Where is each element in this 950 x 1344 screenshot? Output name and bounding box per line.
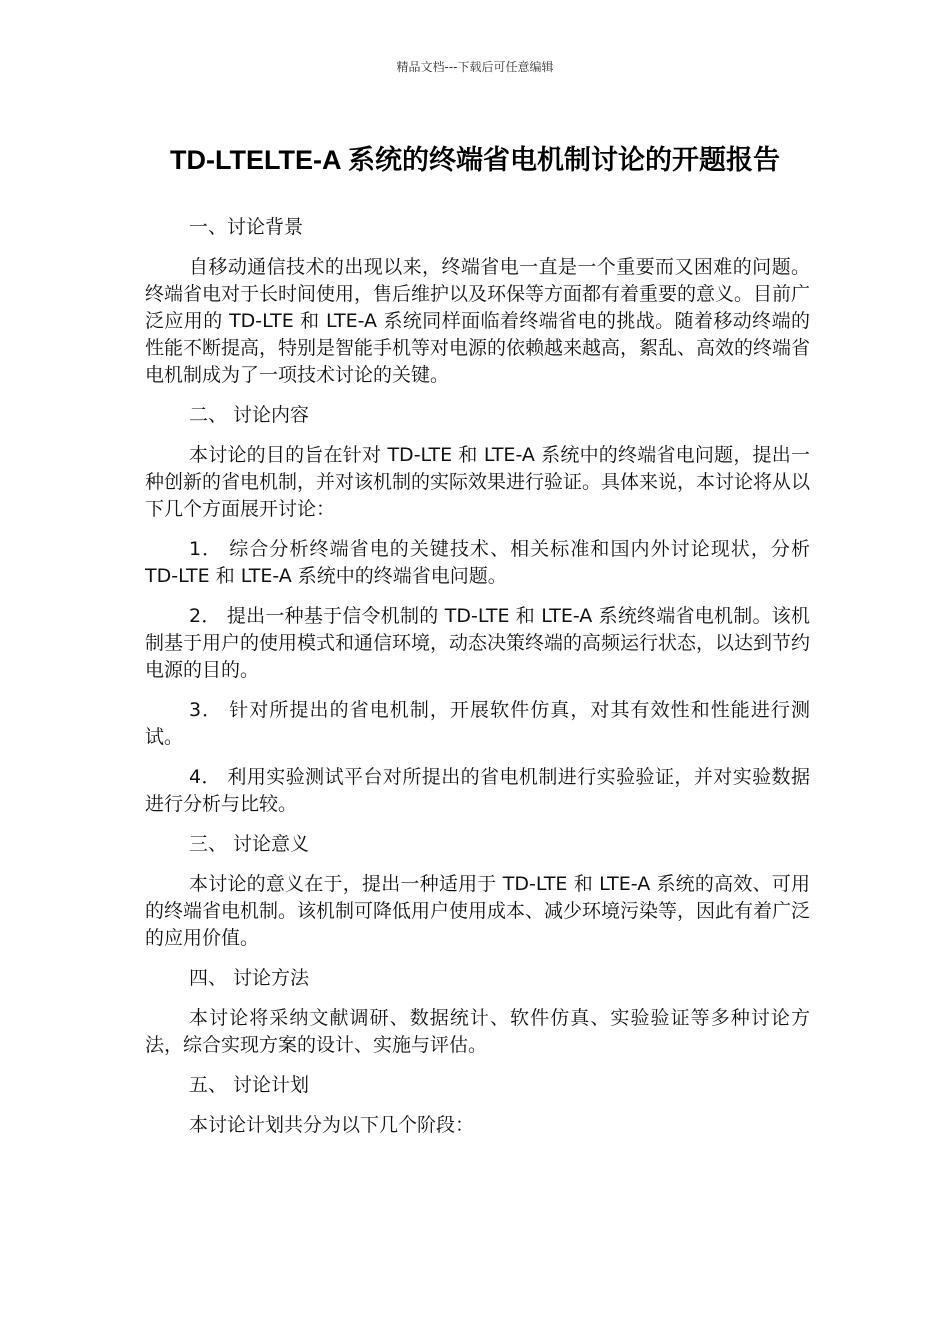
document-body <box>145 214 810 1152</box>
paragraph-content-intro: 本讨论的目的旨在针对 TD-LTE 和 LTE-A 系统中的终端省电问题，提出一种创新的省电机制，并对该机制的实际效果进行验证。具体来说，本讨论将从以下几个方面展开讨论： <box>145 444 811 520</box>
section-heading-significance: 三、 讨论意义 <box>189 833 310 855</box>
paragraph-plan: 本讨论计划共分为以下几个阶段： <box>189 1114 475 1136</box>
section-heading-plan: 五、 讨论计划 <box>189 1074 310 1096</box>
list-item-3: 3． 针对所提出的省电机制，开展软件仿真，对其有效性和性能进行测试。 <box>145 699 810 748</box>
paragraph-method: 本讨论将采纳文献调研、数据统计、软件仿真、实验验证等多种讨论方法，综合实现方案的设计、实施与评估。 <box>145 1007 810 1056</box>
header-note: 精品文档---下载后可任意编辑 <box>396 60 554 74</box>
section-heading-background: 一、讨论背景 <box>189 216 304 238</box>
document-title: TD-LTELTE-A 系统的终端省电机制讨论的开题报告 <box>170 145 780 175</box>
list-item-2: 2． 提出一种基于信令机制的 TD-LTE 和 LTE-A 系统终端省电机制。该机制基于用户的使用模式和通信环境，动态决策终端的高频运行状态，以达到节约电源的目的。 <box>145 605 811 681</box>
paragraph-background: 自移动通信技术的出现以来，终端省电一直是一个重要而又困难的问题。终端省电对于长时间使用，售后维护以及环保等方面都有着重要的意义。目前广泛应用的 TD-LTE 和 LTE-A 系统同样面临着终端省电的挑战。随着移动终端的性能不断提高，特别是智能手机等对电源的依赖越来越高，絮乱、高效的终端省电机制成为了一项技术讨论的关键。 <box>145 256 811 386</box>
paragraph-significance: 本讨论的意义在于，提出一种适用于 TD-LTE 和 LTE-A 系统的高效、可用的终端省电机制。该机制可降低用户使用成本、减少环境污染等，因此有着广泛的应用价值。 <box>145 873 811 949</box>
section-heading-content: 二、 讨论内容 <box>189 404 310 426</box>
list-item-4: 4． 利用实验测试平台对所提出的省电机制进行实验验证，并对实验数据进行分析与比较。 <box>145 766 810 815</box>
list-item-1: 1． 综合分析终端省电的关键技术、相关标准和国内外讨论现状，分析 TD-LTE 和 LTE-A 系统中的终端省电问题。 <box>145 538 810 587</box>
section-heading-method: 四、 讨论方法 <box>189 967 310 989</box>
